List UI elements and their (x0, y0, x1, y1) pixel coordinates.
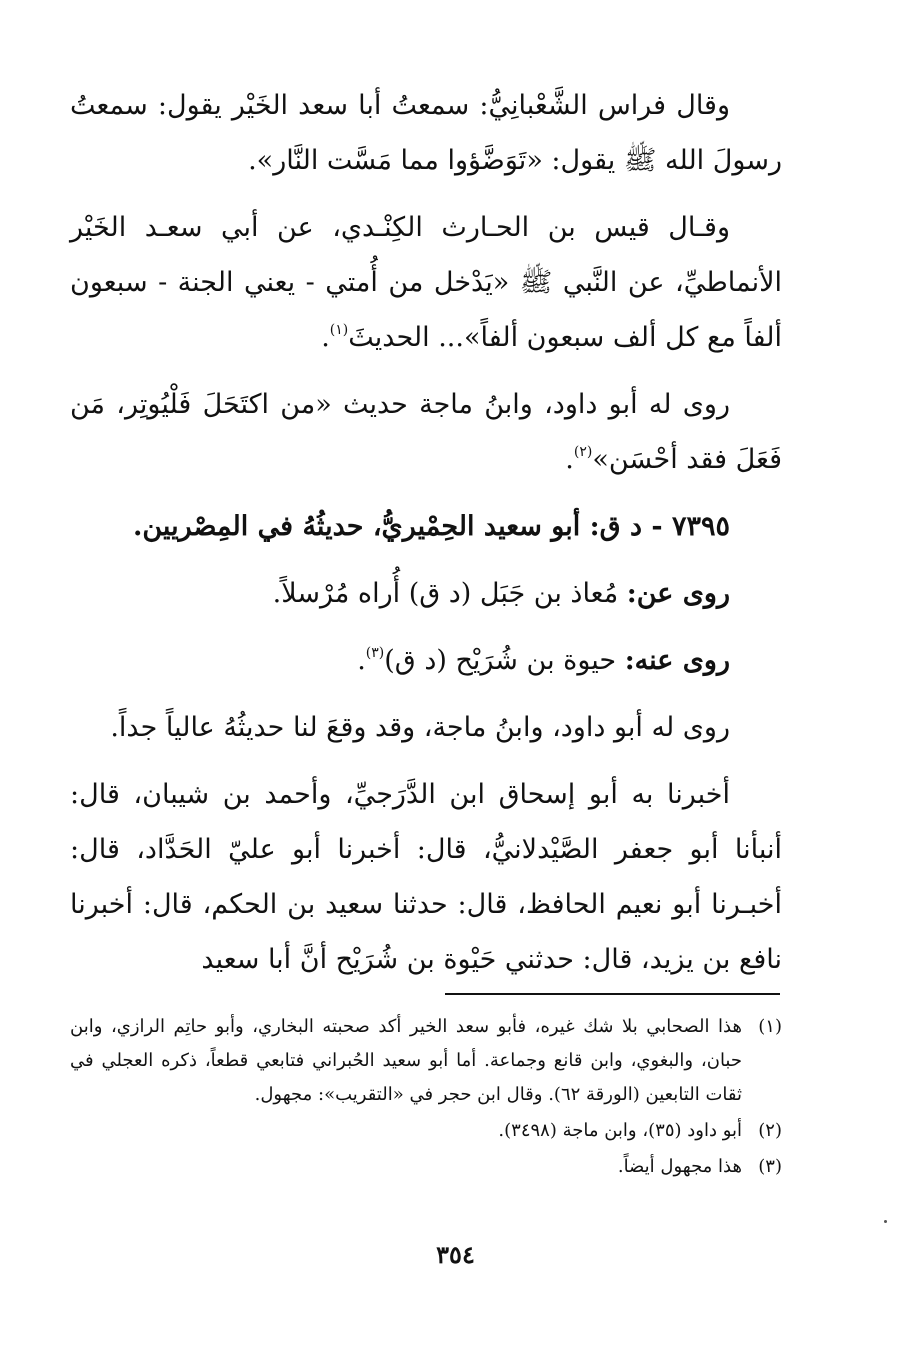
footnote-text: أبو داود (٣٥)، وابن ماجة (٣٤٩٨). (498, 1120, 742, 1141)
page-number: ٣٥٤ (436, 1240, 475, 1269)
paragraph-abu-dawud-1-text: روى له أبو داود، وابنُ ماجة حديث «من اكتَحَلَ فَلْيُوتِر، مَن فَعَلَ فقد أحْسَن» (70, 389, 782, 475)
footnote-1 (70, 1010, 782, 1112)
footnote-number: (٢) (758, 1120, 782, 1141)
footnote-text: هذا الصحابي بلا شك غيره، فأبو سعد الخير أكد صحبته البخاري، وأبو حاتِم الرازي، وابن حبان، والبغوي، وابن قانع وجماعة. أما أبو سعيد الحُبراني فتابعي قطعاً، ذكره العجلي في ثقات التابعين (الورقة ٦٢). وقال ابن حجر في «التقريب»: مجهول. (70, 1016, 742, 1105)
footnote-ref-2: (٢) (573, 444, 593, 460)
footnote-divider (445, 993, 780, 995)
paragraph-qays: وقـال قيس بن الحـارث الكِنْـدي، عن أبي سعـد الخَيْر الأنماطيِّ، عن النَّبي ﷺ «يَدْخل من أُمتي - يعني الجنة - سبعون ألفاً مع كل ألف سبعون ألفاً»... الحديثَ$^{(١)}$. (70, 212, 782, 353)
narrated-from-text: مُعاذ بن جَبَل (د ق) أُراه مُرْسلاً. (272, 578, 627, 609)
footnote-number: (١) (758, 1016, 782, 1037)
narrated-from-label: روى عن: (626, 578, 730, 609)
footnote-2 (70, 1114, 782, 1148)
narrated-by (70, 633, 782, 688)
narrated-by-text: حيوة بن شُرَيْح (د ق) (384, 645, 625, 676)
paragraph-abu-dawud-1 (70, 377, 782, 487)
main-text (70, 78, 782, 999)
footnote-3 (70, 1150, 782, 1184)
paragraph-abu-dawud-2: روى له أبو داود، وابنُ ماجة، وقد وقعَ لنا حديثُهُ عالياً جداً. (110, 712, 730, 743)
footnotes (70, 1010, 782, 1186)
paragraph-isnad: أخبرنا به أبو إسحاق ابن الدَّرَجيِّ، وأحمد بن شيبان، قال: أنبأنا أبو جعفر الصَّيْدلانيُّ، قال: أخبرنا أبو عليّ الحَدَّاد، قال: أخبـرنا أبو نعيم الحافظ، قال: حدثنا سعيد بن الحكم، قال: أخبرنا نافع بن يزيد، قال: حدثني حَيْوة بن شُرَيْح أنَّ أبا سعيد (70, 779, 782, 975)
paragraph-abu-dawud-1-end: . (565, 444, 574, 475)
footnote-ref-1: (١) (329, 322, 349, 338)
narrated-by-label: روى عنه: (624, 645, 730, 676)
narrated-by-end: . (357, 645, 366, 676)
entry-heading: ٧٣٩٥ - د ق: أبو سعيد الحِمْيريُّ، حديثُهُ في المِصْريين. (132, 511, 730, 542)
margin-dot (884, 1220, 887, 1223)
narrated-from (70, 566, 782, 621)
footnote-text: هذا مجهول أيضاً. (617, 1156, 742, 1177)
footnote-number: (٣) (758, 1156, 782, 1177)
footnote-ref-3: (٣) (365, 645, 385, 661)
paragraph-firas: وقال فراس الشَّعْبانِيُّ: سمعتُ أبا سعد الخَيْر يقول: سمعتُ رسولَ الله ﷺ يقول: «تَوَضَّؤوا مما مَسَّت النَّار». (70, 90, 782, 176)
paragraph-qays-text: وقـال قيس بن الحـارث الكِنْـدي، عن أبي سعـد الخَيْر الأنماطيِّ، عن النَّبي ﷺ «يَدْخل من أُمتي - يعني الجنة - سبعون ألفاً مع كل ألف سبعون ألفاً»... الحديثَ (70, 212, 782, 353)
